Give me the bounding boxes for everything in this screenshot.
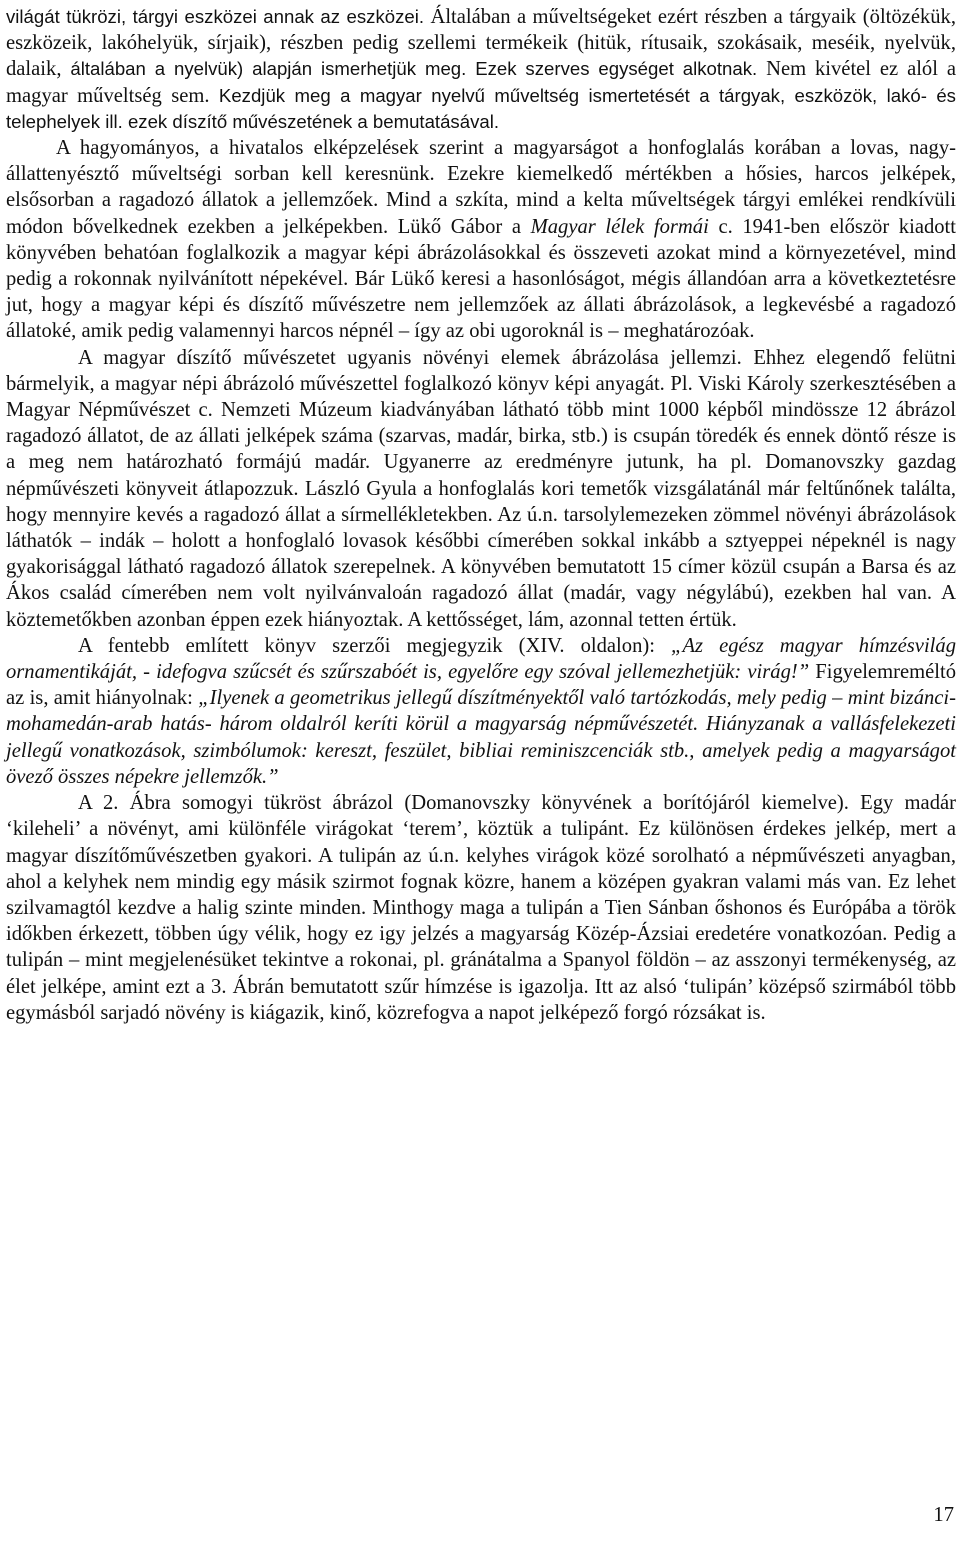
intro-text-sans-3: Kezdjük meg a magyar nyelvű műveltség ismertetését a tárgyak, eszközök, lakó- és telephelyek ill. ezek díszítő művészetének a bemutatásával. (6, 84, 956, 132)
intro-text-sans-2: általában a nyelvük) alapján ismerhetjük meg. Ezek szerves egységet alkotnak. (61, 58, 758, 80)
quote-geometrikus: „Ilyenek a geometrikus jellegű díszítményektől való tartózkodás, mely pedig – mint bizánci-mohamedán-arab hatás- három oldalról keríti körül a magyarság népművészetét. Hiányzanak a vallásfelekezeti jellegű vonatkozások, szimbólumok: kereszt, feszület, bibliai reminiszcenciák stb., amelyek pedig a magyarságot övező összes népekre jellemzők.” (6, 687, 957, 788)
document-page (6, 4, 956, 1026)
para4-text-a: A fentebb említett könyv szerzői megjegyzik (XIV. oldalon): (78, 634, 672, 657)
intro-text-sans-1: világát tükrözi, tárgyi eszközei annak az eszközei. (6, 6, 425, 27)
para4-text-b: Figyelemreméltó az is, amit hiányolnak: (6, 661, 956, 710)
page-number: 17 (933, 1504, 954, 1526)
paragraph-quote (6, 633, 956, 790)
para2-text-a: A hagyományos, a hivatalos elképzelések szerint a magyarságot a honfoglalás korában a lovas, nagy-állattenyésztő műveltségi sorban kell keresnünk. Ezekre kiemelkedő mértékben a hősies, harcos jelképek, elsősorban a ragadozó állatok a jellemzőek. Mind a szkíta, mind a kelta műveltségek tárgyi emlékei rendkívüli módon bővelkednek ezekben a jelképekben. Lükő Gábor a (6, 137, 956, 238)
paragraph-hagyomanyos (6, 135, 956, 345)
para2-text-b: c. 1941-ben először kiadott könyvében behatóan foglalkozik a magyar képi ábrázolásokkal és összeveti azokat mind a környezetével, mind pedig a rokonnak nyilvánított népekével. Bár Lükő keresi a hasonlóságot, mégis állandóan arra a következtetésre jut, hogy a magyar képi és díszítő művészetre nem jellemzőek az állati ábrázolások, a legkevésbé a ragadozó állatoké, amik pedig valamennyi harcos népnél – így az obi ugoroknál is – meghatározóak. (6, 215, 956, 343)
intro-text-serif-2: Nem kivétel ez alól a magyar műveltség sem. (6, 58, 956, 107)
paragraph-noveny-elemek (6, 345, 956, 633)
book-title-italic: Magyar lélek formái (530, 215, 709, 238)
paragraph-intro (6, 4, 956, 135)
para3-text: A magyar díszítő művészetet ugyanis növényi elemek ábrázolása jellemzi. Ehhez elegendő felütni bármelyik, a magyar népi ábrázoló művészettel foglalkozó könyv képi anyagát. Pl. Viski Károly szerkesztésében a Magyar Népművészet c. Nemzeti Múzeum kiadványában látható több mint 1000 képből mindössze 12 ábrázol ragadozó állatot, de az állati jelképek száma (szarvas, madár, birka, stb.) is csupán töredék és ennek döntő része is a meg nem határozható formájú madár. Ugyanerre az eredményre jutunk, ha pl. Domanovszky gazdag népművészeti könyveit átlapozzuk. László Gyula a honfoglalás kori temetők vizsgálatánál már feltűnőnek találta, hogy mennyire kevés a ragadozó állat a sírmellékletekben. Az ú.n. tarsolylemezeken zömmel növényi ábrázolások láthatók – indák – holott a honfoglaló lovasok későbbi címerében sokkal inkább a sztyeppei népeknél is nagy gyakorisággal látható ragadozó állatok szerepelnek. A könyvében bemutatott 15 címer közül csupán a Barsa és az Ákos család címerében nem volt nyilvánvaloán ragadozó állat (madár, vagy négylábú), ezekben hal van. A köztemetőkben azonban éppen ezek hiányoztak. A kettősséget, lám, azonnal tetten értük. (6, 346, 956, 631)
quote-viragok: „Az egész magyar hímzésvilág ornamentikáját, - idefogva szűcsét és szűrszabóét is, egyelőre egy szóval jellemezhetjük: virág!” (6, 634, 956, 684)
intro-text-serif-1: Általában a műveltségeket ezért részben a tárgyaik (öltözékük, eszközeik, lakóhelyük, sírjaik), részben pedig szellemi termékeik (hitük, rítusaik, szokásaik, meséik, nyelvük, dalaik, (6, 6, 957, 81)
para5-text: A 2. Ábra somogyi tükröst ábrázol (Domanovszky könyvének a borítójáról kiemelve). Egy madár ‘kileheli’ a növényt, ami különféle virágokat ‘terem’, köztük a tulipánt. Ez különösen érdekes jelkép, mert a magyar díszítőművészetben gyakori. A tulipán az ú.n. kelyhes virágok közé sorolható a népművészeti anyagban, ahol a kelyhek nem mindig egy másik szirmot fognak közre, hanem a középen gyakran valami más van. Ez lehet szilvamagtól kezdve a halig szinte minden. Minthogy maga a tulipán a Tien Sánban őshonos és Európába a török időkben érkezett, többen úgy vélik, hogy ez igy jelzés a magyarság Közép-Ázsiai eredetére vonatkozóan. Pedig a tulipán – mint megjelenésüket tekintve a rokonai, pl. gránátalma a Spanyol földön – az asszonyi termékenység, az élet jelképe, amint ezt a 3. Ábrán bemutatott szűr hímzése is igazolja. Itt az alsó ‘tulipán’ középső szirmából több egymásból sarjadó növény is kiágazik, kinő, közrefogva a napot jelképező forgó rózsákat is. (6, 792, 956, 1024)
paragraph-tukros (6, 790, 956, 1026)
